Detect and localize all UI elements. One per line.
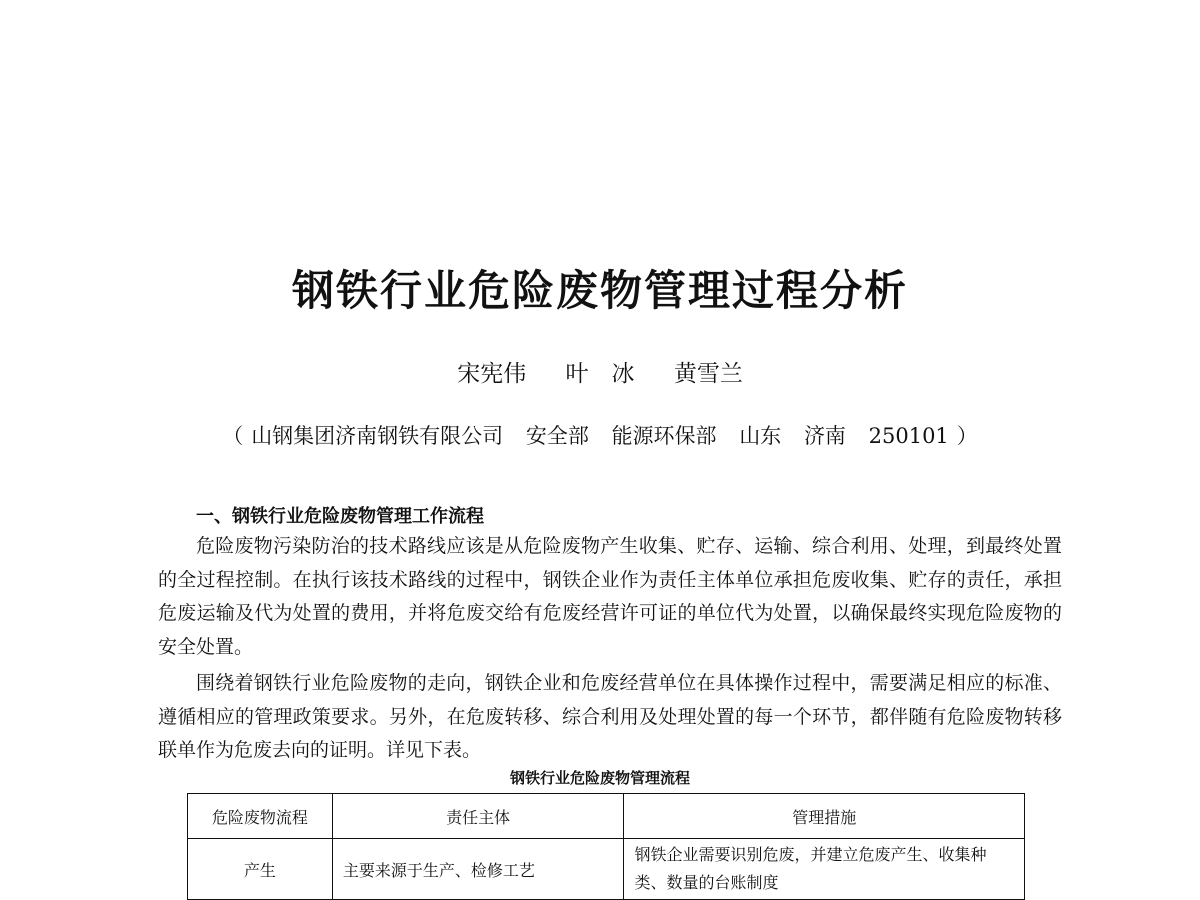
body-paragraph: 危险废物污染防治的技术路线应该是从危险废物产生收集、贮存、运输、综合利用、处理，到最终处置的全过程控制。在执行该技术路线的过程中，钢铁企业作为责任主体单位承担危废收集、贮存的责任，承担危废运输及代为处置的费用，并将危废交给有危废经营许可证的单位代为处置，以确保最终实现危险废物的安全处置。 <box>158 535 1062 658</box>
table-header-cell: 危险废物流程 <box>188 794 333 839</box>
affiliation-open-paren: （ <box>222 424 244 448</box>
affiliation-department: 能源环保部 <box>611 424 717 448</box>
table-cell: 钢铁企业需要识别危废，并建立危废产生、收集种类、数量的台账制度 <box>624 839 1025 900</box>
author-affiliation <box>0 420 1200 450</box>
table-header-cell: 责任主体 <box>332 794 624 839</box>
table-row <box>188 839 1025 900</box>
author-list <box>0 355 1200 388</box>
author-name: 黄雪兰 <box>673 361 743 387</box>
article-title: 钢铁行业危险废物管理过程分析 <box>291 266 908 315</box>
table-header-row <box>188 794 1025 839</box>
table-cell: 产生 <box>188 839 333 900</box>
management-process-table <box>187 793 1025 900</box>
affiliation-close-paren: ） <box>956 424 978 448</box>
table-header-cell: 管理措施 <box>624 794 1025 839</box>
affiliation-city: 济南 <box>803 424 846 448</box>
affiliation-postcode: 250101 <box>868 424 949 448</box>
section-heading: 一、钢铁行业危险废物管理工作流程 <box>196 506 484 527</box>
table-cell: 主要来源于生产、检修工艺 <box>332 839 624 900</box>
author-name: 叶 冰 <box>565 361 635 387</box>
affiliation-province: 山东 <box>739 424 782 448</box>
author-name: 宋宪伟 <box>457 361 527 387</box>
affiliation-department: 安全部 <box>525 424 589 448</box>
body-paragraph: 围绕着钢铁行业危险废物的走向，钢铁企业和危废经营单位在具体操作过程中，需要满足相应的标准、遵循相应的管理政策要求。另外，在危废转移、综合利用及处理处置的每一个环节，都伴随有危险废物转移联单作为危废去向的证明。详见下表。 <box>158 672 1062 761</box>
affiliation-company: 山钢集团济南钢铁有限公司 <box>251 424 504 448</box>
table-caption: 钢铁行业危险废物管理流程 <box>509 769 690 787</box>
